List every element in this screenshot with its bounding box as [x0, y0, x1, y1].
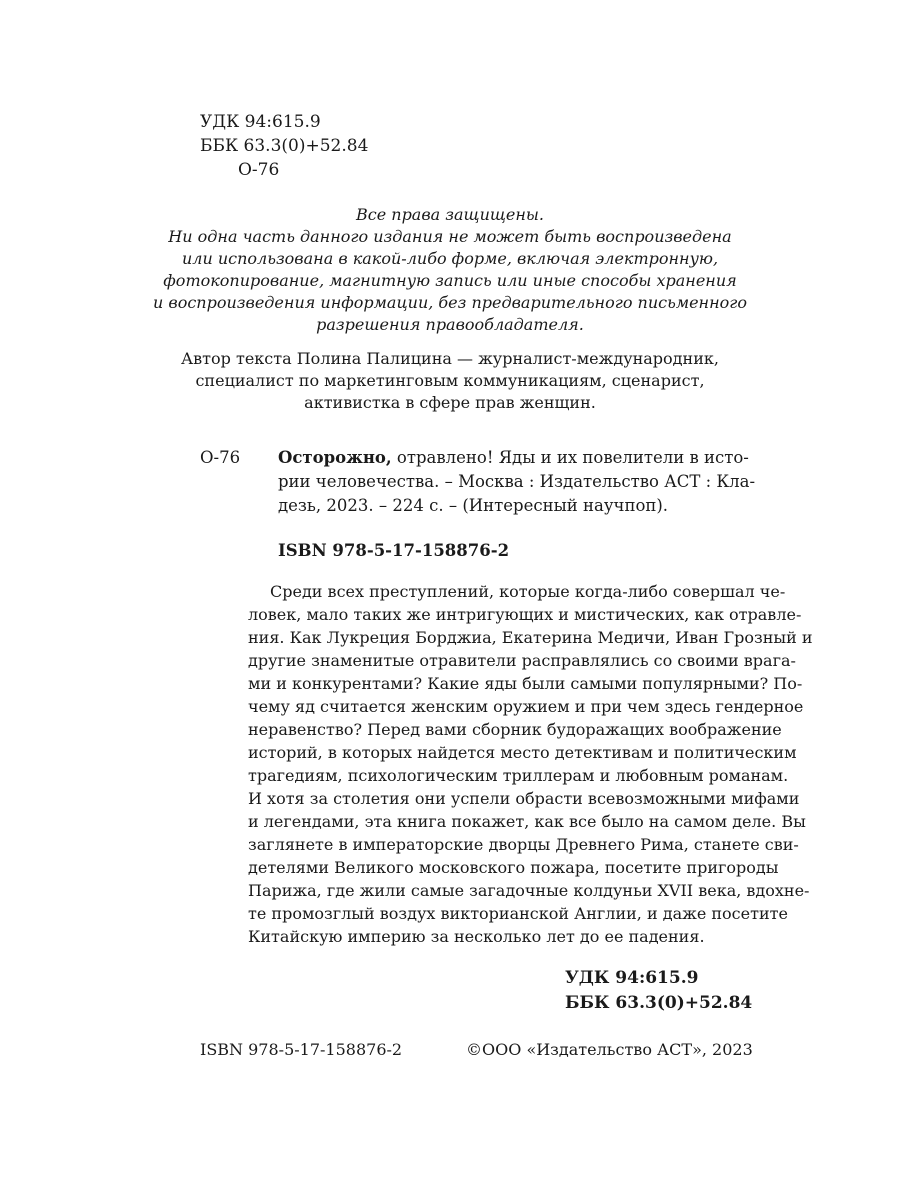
- udk-code-bottom: УДК 94:615.9: [565, 968, 699, 988]
- description-line: И хотя за столетия они успели обрасти всевозможными мифами: [248, 789, 800, 808]
- description-line: ловек, мало таких же интригующих и мистических, как отравле-: [248, 605, 802, 624]
- description-line: заглянете в императорские дворцы Древнего Рима, станете сви-: [248, 835, 799, 854]
- biblio-line-1-rest: отравлено! Яды и их повелители в исто-: [391, 448, 749, 467]
- isbn-bold: ISBN 978-5-17-158876-2: [278, 541, 510, 560]
- biblio-line-3: дезь, 2023. – 224 с. – (Интересный научпоп).: [278, 496, 669, 515]
- description-line: и легендами, эта книга покажет, как все было на самом деле. Вы: [248, 812, 806, 831]
- bbk-code-bottom: ББК 63.3(0)+52.84: [565, 993, 753, 1013]
- rights-line: и воспроизведения информации, без предварительного письменного: [153, 293, 747, 312]
- description-line: Парижа, где жили самые загадочные колдуньи XVII века, вдохне-: [248, 881, 810, 900]
- copyright: ©ООО «Издательство АСТ», 2023: [466, 1040, 753, 1059]
- rights-line: Ни одна часть данного издания не может быть воспроизведена: [168, 227, 732, 246]
- author-mark: О-76: [238, 160, 280, 180]
- udk-code: УДК 94:615.9: [200, 112, 321, 132]
- description-line: другие знаменитые отравители расправлялись со своими врага-: [248, 651, 796, 670]
- rights-line: разрешения правообладателя.: [316, 315, 584, 334]
- description-line: Китайскую империю за несколько лет до ее падения.: [248, 927, 705, 946]
- description-line: чему яд считается женским оружием и при чем здесь гендерное: [248, 697, 804, 716]
- description-line: ния. Как Лукреция Борджиа, Екатерина Медичи, Иван Грозный и: [248, 628, 813, 647]
- rights-line: Все права защищены.: [355, 205, 545, 224]
- author-line: Автор текста Полина Палицина — журналист-международник,: [181, 349, 719, 368]
- rights-line: или использована в какой-либо форме, включая электронную,: [181, 249, 719, 268]
- biblio-mark: О-76: [200, 448, 241, 467]
- biblio-line-2: рии человечества. – Москва : Издательство АСТ : Кла-: [278, 472, 756, 491]
- book-title-bold: Осторожно,: [278, 448, 392, 467]
- description-line: неравенство? Перед вами сборник будоражащих воображение: [248, 720, 782, 739]
- description-line: детелями Великого московского пожара, посетите пригороды: [248, 858, 779, 877]
- rights-line: фотокопирование, магнитную запись или иные способы хранения: [163, 271, 737, 290]
- description-line: те промозглый воздух викторианской Англии, и даже посетите: [248, 904, 788, 923]
- author-line: активистка в сфере прав женщин.: [304, 393, 596, 412]
- description-line: ми и конкурентами? Какие яды были самыми популярными? По-: [248, 674, 803, 693]
- description-line: Среди всех преступлений, которые когда-либо совершал че-: [270, 582, 786, 601]
- bbk-code: ББК 63.3(0)+52.84: [200, 136, 369, 156]
- description-line: историй, в которых найдется место детективам и политическим: [248, 743, 797, 762]
- footer-isbn: ISBN 978-5-17-158876-2: [200, 1040, 403, 1059]
- biblio-line-1: [278, 447, 749, 469]
- description-line: трагедиям, психологическим триллерам и любовным романам.: [248, 766, 789, 785]
- author-line: специалист по маркетинговым коммуникациям, сценарист,: [195, 371, 705, 390]
